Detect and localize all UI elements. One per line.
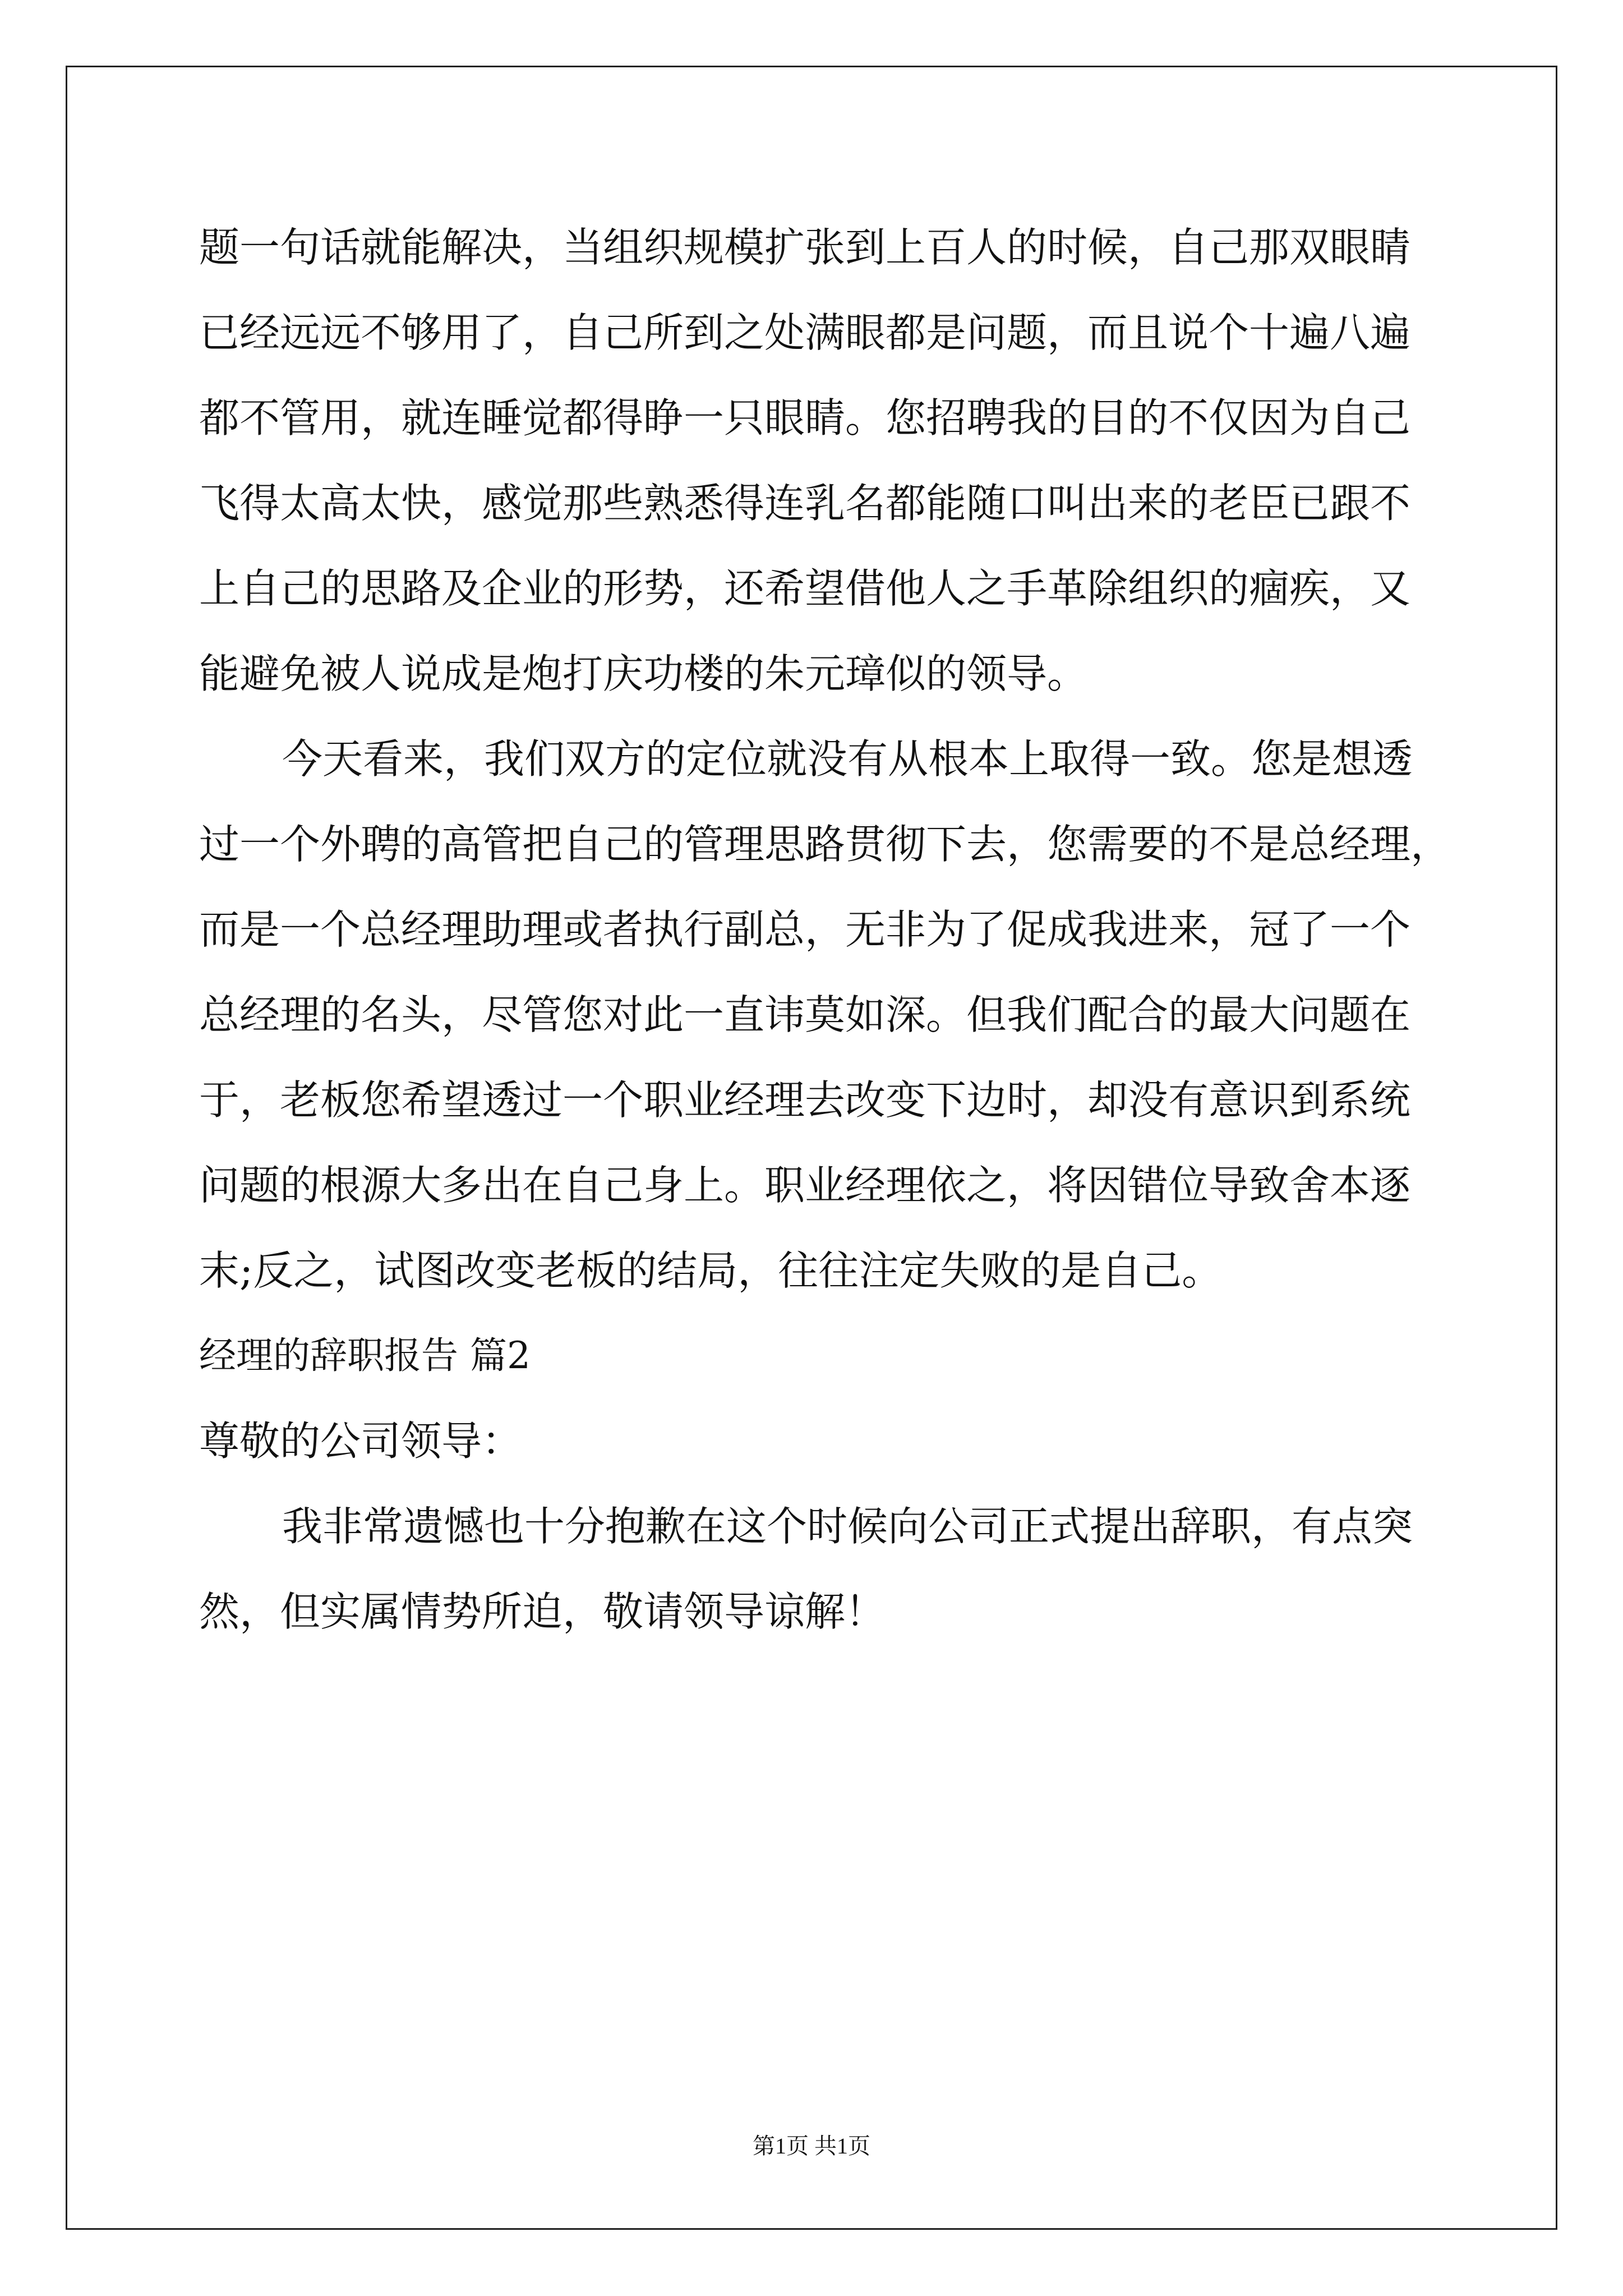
paragraph-line: 而是一个总经理助理或者执行副总，无非为了促成我进来，冠了一个 — [199, 906, 1411, 953]
paragraph-line: 于，老板您希望透过一个职业经理去改变下边时，却没有意识到系统 — [199, 1076, 1411, 1124]
paragraph-line: 都不管用，就连睡觉都得睁一只眼睛。您招聘我的目的不仅因为自己 — [199, 394, 1411, 441]
paragraph-line: 上自己的思路及企业的形势，还希望借他人之手革除组织的痼疾，又 — [199, 565, 1411, 612]
paragraph-line: 过一个外聘的高管把自己的管理思路贯彻下去，您需要的不是总经理， — [199, 821, 1451, 868]
paragraph-line: 然，但实属情势所迫，敬请领导谅解！ — [199, 1588, 886, 1635]
document-body — [199, 205, 1451, 1654]
paragraph-line: 末;反之，试图改变老板的结局，往往注定失败的是自己。 — [199, 1247, 1223, 1294]
paragraph-line: 问题的根源大多出在自己身上。职业经理依之，将因错位导致舍本逐 — [199, 1162, 1411, 1209]
paragraph-line: 已经远远不够用了，自己所到之处满眼都是问题，而且说个十遍八遍 — [199, 309, 1411, 356]
paragraph-line: 今天看来，我们双方的定位就没有从根本上取得一致。您是想透 — [282, 735, 1413, 783]
salutation: 尊敬的公司领导： — [199, 1418, 523, 1465]
paragraph-line: 我非常遗憾也十分抱歉在这个时候向公司正式提出辞职，有点突 — [282, 1503, 1413, 1550]
paragraph-line: 题一句话就能解决，当组织规模扩张到上百人的时候，自己那双眼睛 — [199, 224, 1411, 271]
paragraph-line: 飞得太高太快，感觉那些熟悉得连乳名都能随口叫出来的老臣已跟不 — [199, 480, 1411, 527]
section-heading: 经理的辞职报告 篇2 — [199, 1334, 531, 1377]
page-footer: 第1页 共1页 — [753, 2133, 870, 2159]
paragraph-line: 总经理的名头，尽管您对此一直讳莫如深。但我们配合的最大问题在 — [199, 991, 1411, 1038]
paragraph-line: 能避免被人说成是炮打庆功楼的朱元璋似的领导。 — [199, 650, 1088, 697]
